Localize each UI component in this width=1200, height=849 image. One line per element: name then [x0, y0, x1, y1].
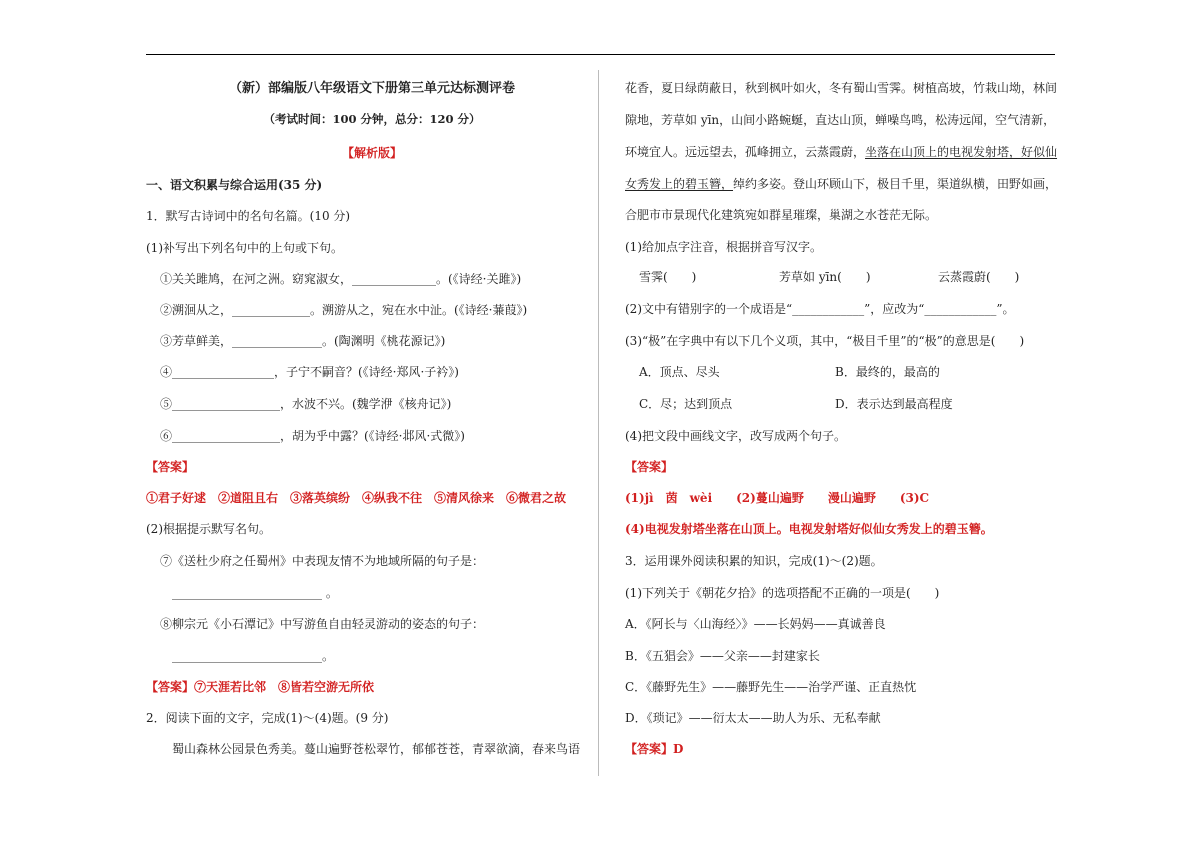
section-heading: 一、语文积累与综合运用(35 分)	[146, 178, 323, 192]
q1-item-5: ⑤__________________，水波不兴。(魏学洢《核舟记》)	[160, 397, 452, 411]
answer-3-line-2: (4)电视发射塔坐落在山顶上。电视发射塔好似仙女秀发上的碧玉簪。	[625, 522, 993, 536]
q1-blank-8: _________________________。	[172, 649, 335, 663]
q1-item-1: ①关关雎鸠，在河之洲。窈窕淑女，______________。(《诗经·关雎》)	[160, 272, 522, 286]
exam-subtitle: （考试时间：100 分钟，总分：120 分）	[263, 112, 481, 126]
pinyin-item-2: 芳草如 yīn( )	[779, 270, 871, 284]
pinyin-item-1: 雪霁( )	[639, 270, 697, 284]
passage-line-4-rest: 绰约多姿。登山环顾山下，极目千里，渠道纵横，田野如画，	[733, 177, 1058, 191]
q2-sub2: (2)文中有错别字的一个成语是“____________”，应改为“____________”。	[625, 302, 1015, 316]
passage-line-3-text: 环境宜人。远远望去，孤峰拥立，云蒸霞蔚，	[625, 145, 866, 159]
q3-answer: 【答案】D	[625, 742, 684, 756]
q1-part1: (1)补写出下列名句中的上句或下句。	[146, 241, 343, 255]
q1-part2: (2)根据提示默写名句。	[146, 522, 271, 536]
q1-item-6: ⑥__________________，胡为乎中露？(《诗经·邶风·式微》)	[160, 429, 465, 443]
passage-line-5: 合肥市市景现代化建筑宛如群星璀璨，巢湖之水苍茫无际。	[625, 208, 938, 222]
q3-option-a: A．《阿长与〈山海经〉》——长妈妈——真诚善良	[625, 617, 886, 631]
version-tag: 【解析版】	[341, 146, 402, 160]
page-title: （新）部编版八年级语文下册第三单元达标测评卷	[228, 81, 515, 96]
q1-item-7: ⑦《送杜少府之任蜀州》中表现友情不为地域所隔的句子是：	[160, 554, 485, 568]
passage-underline-2: 女秀发上的碧玉簪，	[625, 177, 734, 191]
q3-option-c: C．《藤野先生》——藤野先生——治学严谨、正直热忱	[625, 680, 917, 694]
q2-sub1: (1)给加点字注音，根据拼音写汉字。	[625, 240, 822, 254]
q2-passage-start: 蜀山森林公园景色秀美。蔓山遍野苍松翠竹，郁郁苍苍，青翠欲滴，春来鸟语	[172, 742, 581, 756]
q1-blank-7: _________________________ 。	[172, 586, 338, 600]
option-3d: D．表示达到最高程度	[835, 397, 953, 411]
passage-underline-1: 坐落在山顶上的电视发射塔，好似仙	[865, 145, 1058, 159]
q1-item-8: ⑧柳宗元《小石潭记》中写游鱼自由轻灵游动的姿态的句子：	[160, 617, 485, 631]
q3-title: 3．运用课外阅读积累的知识，完成(1)～(2)题。	[625, 554, 883, 568]
q2-sub3: (3)“极”在字典中有以下几个义项，其中，“极目千里”的“极”的意思是( )	[625, 334, 1025, 348]
q2-title: 2．阅读下面的文字，完成(1)～(4)题。(9 分)	[146, 711, 389, 725]
passage-line-1: 花香，夏日绿荫蔽日，秋到枫叶如火，冬有蜀山雪霁。树植高坡，竹栽山坳，林间	[625, 81, 1058, 95]
answer-1: ①君子好逑 ②道阻且右 ③落英缤纷 ④纵我不往 ⑤清风徐来 ⑥微君之故	[146, 491, 567, 505]
option-3b: B．最终的，最高的	[835, 365, 940, 379]
option-3c: C．尽；达到顶点	[639, 397, 733, 411]
column-divider	[598, 70, 599, 776]
top-rule	[146, 54, 1055, 55]
q3-sub1: (1)下列关于《朝花夕拾》的选项搭配不正确的一项是( )	[625, 586, 940, 600]
q3-option-b: B．《五猖会》——父亲——封建家长	[625, 649, 820, 663]
answer-label-1: 【答案】	[146, 460, 195, 474]
option-3a: A．顶点、尽头	[639, 365, 720, 379]
pinyin-item-3: 云蒸霞蔚( )	[938, 270, 1020, 284]
q1-item-4: ④_________________，子宁不嗣音？(《诗经·郑风·子衿》)	[160, 365, 459, 379]
q1-item-2: ②溯洄从之，_____________。溯游从之，宛在水中沚。(《诗经·蒹葭》)	[160, 303, 528, 317]
q1-title: 1．默写古诗词中的名句名篇。(10 分)	[146, 209, 351, 223]
q3-option-d: D．《琐记》——衍太太——助人为乐、无私奉献	[625, 711, 881, 725]
passage-line-4	[625, 176, 1057, 192]
answer-label-3: 【答案】	[625, 460, 674, 474]
answer-2: 【答案】⑦天涯若比邻 ⑧皆若空游无所依	[146, 680, 375, 694]
passage-line-3	[625, 144, 1057, 160]
q1-item-3: ③芳草鲜美，_______________。(陶渊明《桃花源记》)	[160, 334, 446, 348]
q2-sub4: (4)把文段中画线文字，改写成两个句子。	[625, 429, 846, 443]
answer-3-line-1: (1)jì 茵 wèi (2)蔓山遍野 漫山遍野 (3)C	[625, 491, 930, 505]
passage-line-2: 隙地，芳草如 yīn，山间小路蜿蜒，直达山顶，蝉噪鸟鸣，松涛远闻，空气清新，	[625, 113, 1056, 127]
